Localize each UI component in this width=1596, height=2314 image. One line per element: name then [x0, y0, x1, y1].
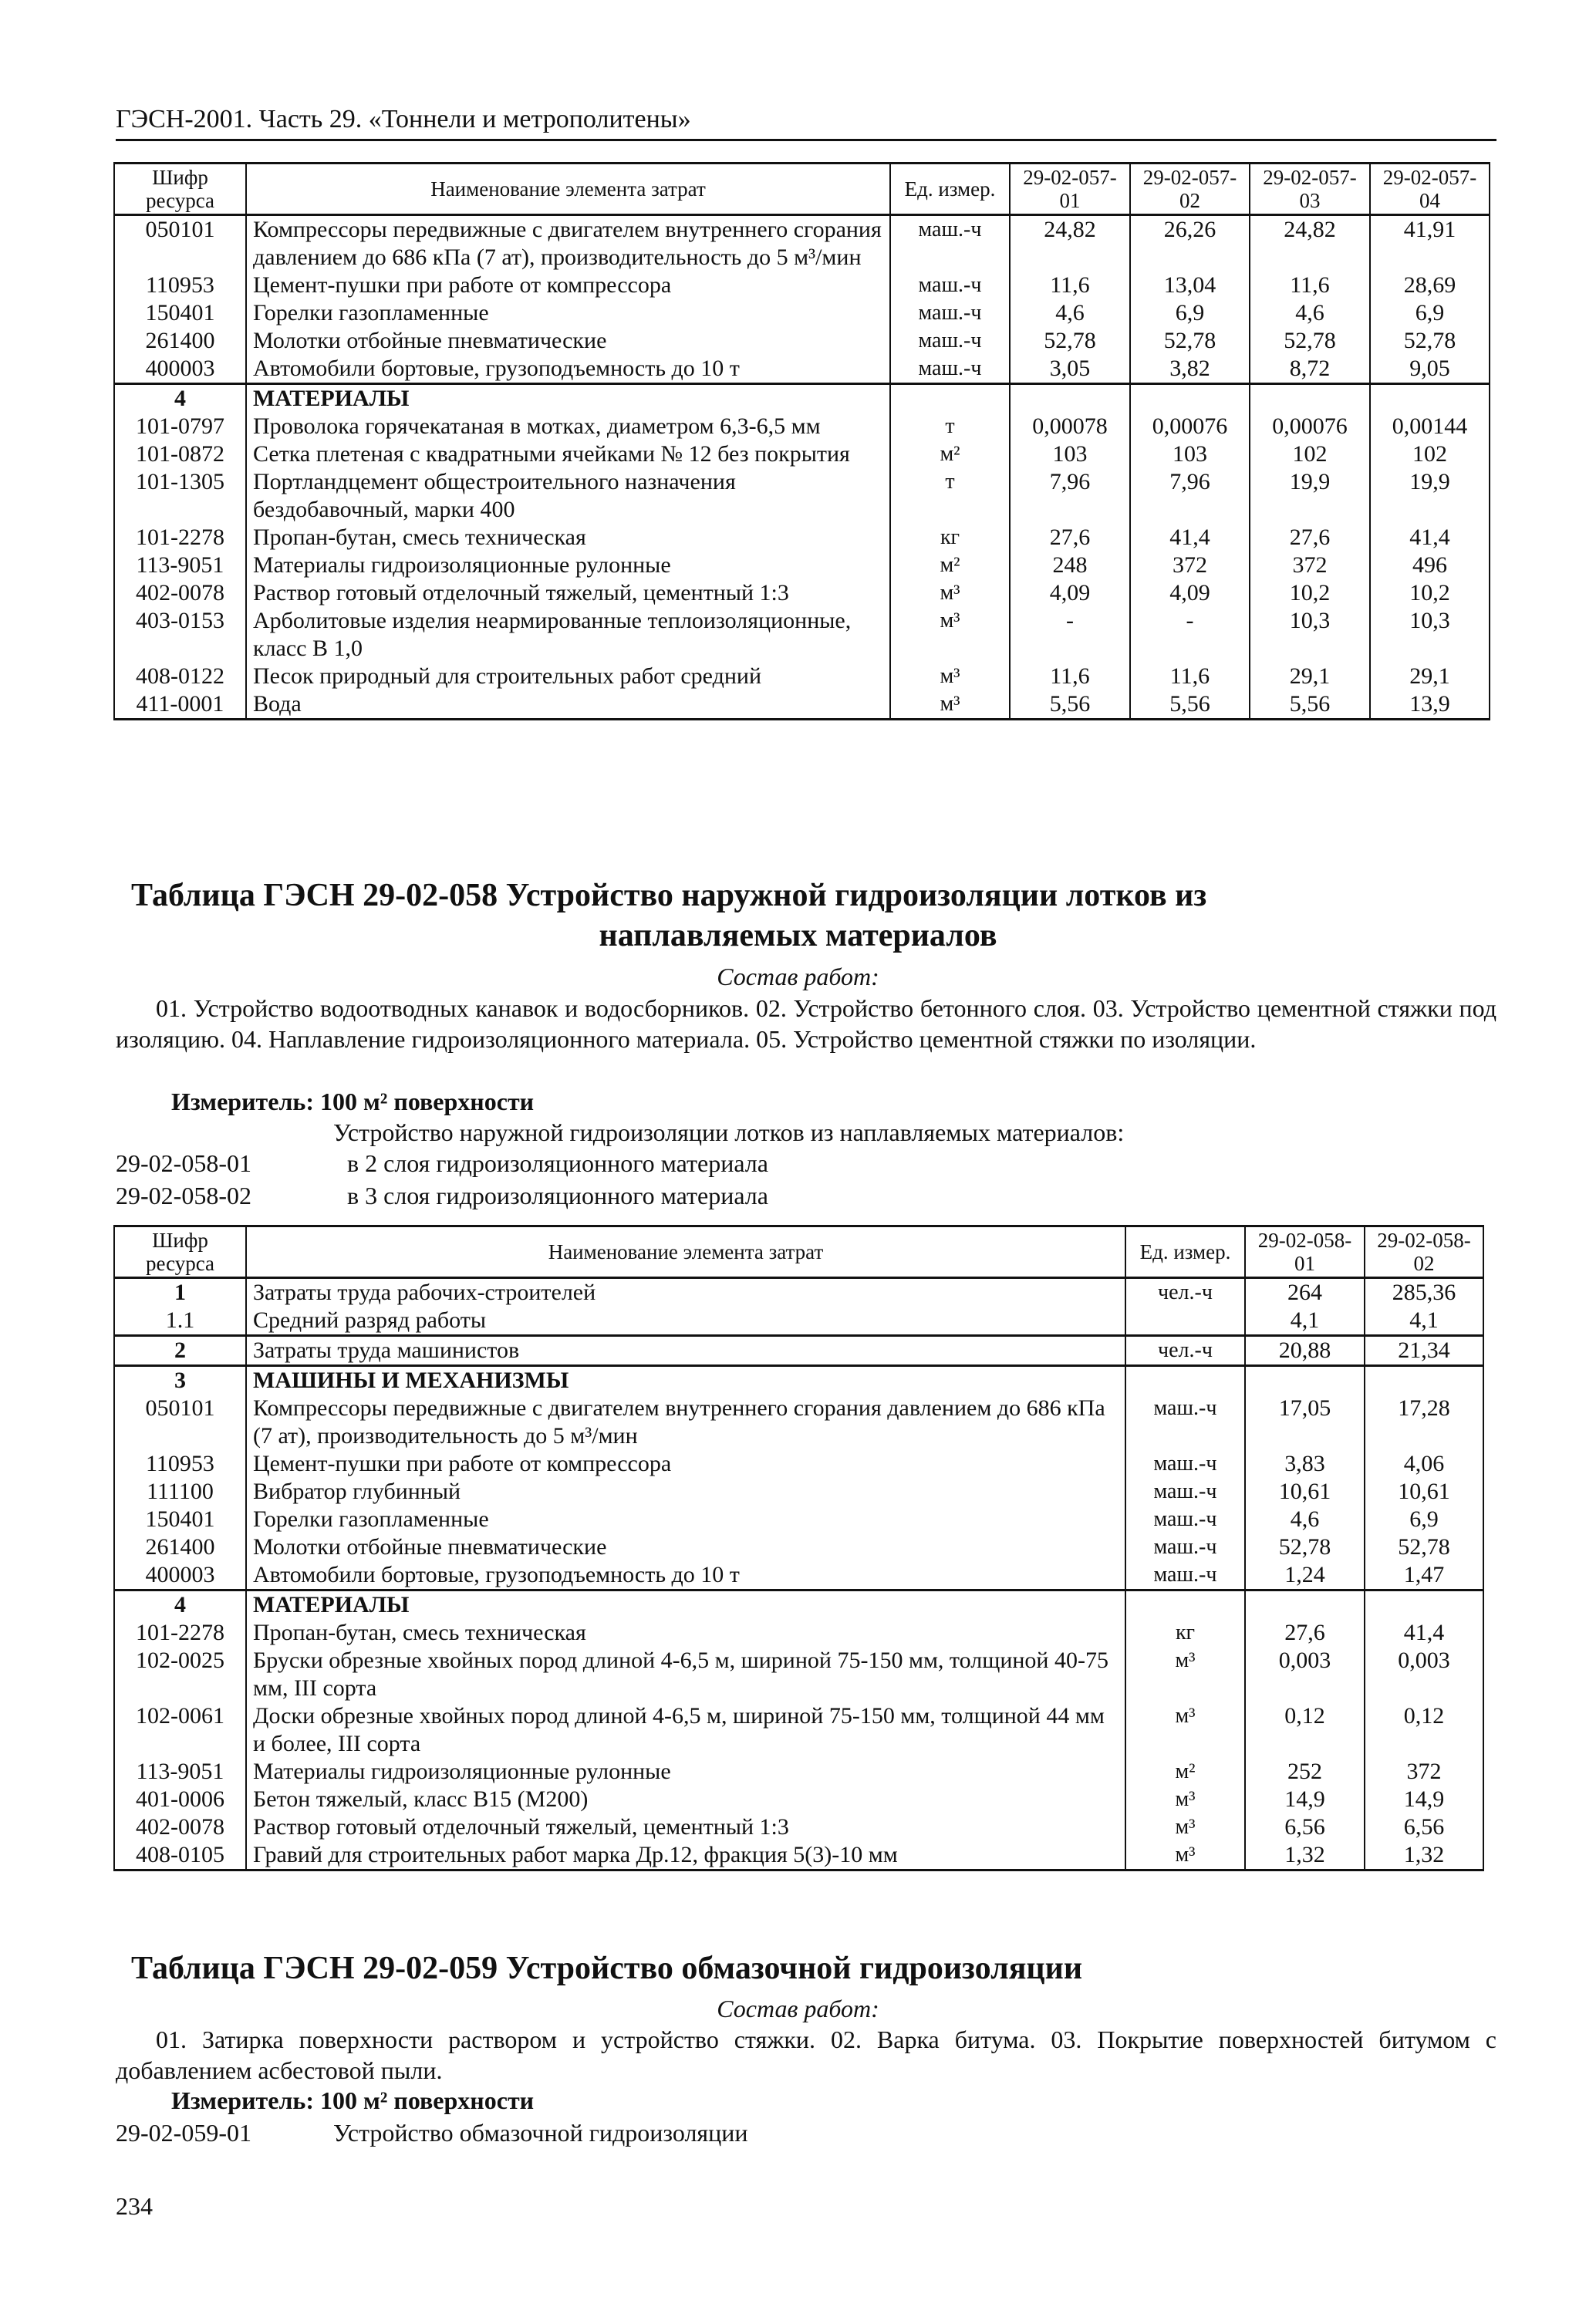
norm-value: 28,69: [1370, 272, 1490, 299]
norm-value: [1130, 384, 1250, 413]
cost-element-name: Доски обрезные хвойных пород длиной 4-6,5 м, шириной 75-150 мм, толщиной 44 мм и более, III сорта: [246, 1702, 1125, 1758]
resource-code: 113-9051: [114, 1758, 246, 1786]
resource-code: 102-0061: [114, 1702, 246, 1758]
resource-code: 261400: [114, 1533, 246, 1561]
norm-value: 41,4: [1370, 524, 1490, 552]
unit-of-measure: м³: [1125, 1786, 1245, 1813]
col-header-code: Шифр ресурса: [114, 1226, 246, 1278]
norm-value: 27,6: [1245, 1619, 1365, 1647]
cost-element-name: Затраты труда рабочих-строителей: [246, 1278, 1125, 1307]
unit-of-measure: маш.-ч: [890, 272, 1010, 299]
norm-value: 10,61: [1365, 1478, 1483, 1506]
norm-value: 14,9: [1245, 1786, 1365, 1813]
resource-code: 101-0797: [114, 413, 246, 440]
description-058: Устройство наружной гидроизоляции лотков из наплавляемых материалов:: [333, 1118, 1125, 1146]
norm-value: 6,9: [1130, 299, 1250, 327]
unit-of-measure: чел.-ч: [1125, 1278, 1245, 1307]
table-row: [114, 272, 1490, 299]
unit-of-measure: маш.-ч: [890, 215, 1010, 272]
resource-code: 402-0078: [114, 1813, 246, 1841]
resource-code: 050101: [114, 215, 246, 272]
table-row: [114, 1395, 1483, 1450]
resource-code: 1.1: [114, 1307, 246, 1336]
cost-element-name: Пропан-бутан, смесь техническая: [246, 524, 890, 552]
measure-059: Измеритель: 100 м² поверхности: [171, 2086, 535, 2114]
unit-of-measure: [890, 384, 1010, 413]
resource-code: 101-2278: [114, 1619, 246, 1647]
cost-element-name: Раствор готовый отделочный тяжелый, цементный 1:3: [246, 1813, 1125, 1841]
unit-of-measure: маш.-ч: [1125, 1478, 1245, 1506]
cost-element-name: Горелки газопламенные: [246, 1506, 1125, 1533]
resource-code: 411-0001: [114, 690, 246, 720]
section-header-row: [114, 1590, 1483, 1620]
unit-of-measure: кг: [1125, 1619, 1245, 1647]
norm-value: 19,9: [1370, 468, 1490, 524]
section-header-row: [114, 384, 1490, 413]
resource-code: 401-0006: [114, 1786, 246, 1813]
table-row: [114, 1478, 1483, 1506]
unit-of-measure: маш.-ч: [890, 299, 1010, 327]
table-row: [114, 1786, 1483, 1813]
table-row: [114, 468, 1490, 524]
norm-value: 17,28: [1365, 1395, 1483, 1450]
unit-of-measure: м²: [1125, 1758, 1245, 1786]
norm-value: 11,6: [1130, 663, 1250, 690]
table-row: [114, 1702, 1483, 1758]
table-row: [114, 663, 1490, 690]
unit-of-measure: маш.-ч: [890, 355, 1010, 384]
norm-value: -: [1130, 607, 1250, 663]
norm-value: 0,00076: [1130, 413, 1250, 440]
norm-value: 0,00144: [1370, 413, 1490, 440]
norm-value: 5,56: [1010, 690, 1130, 720]
norm-value: 9,05: [1370, 355, 1490, 384]
norm-value: 0,00078: [1010, 413, 1130, 440]
norm-value: 11,6: [1250, 272, 1370, 299]
norm-value: 21,34: [1365, 1336, 1483, 1366]
table-row: [114, 1841, 1483, 1870]
unit-of-measure: м²: [890, 440, 1010, 468]
norm-value: 252: [1245, 1758, 1365, 1786]
table-row: [114, 1619, 1483, 1647]
resource-code: 4: [114, 1590, 246, 1620]
cost-element-name: Пропан-бутан, смесь техническая: [246, 1619, 1125, 1647]
norm-value: 3,82: [1130, 355, 1250, 384]
table1-body: [114, 215, 1490, 720]
norm-value: 3,05: [1010, 355, 1130, 384]
norm-value: 4,6: [1245, 1506, 1365, 1533]
norm-value: 1,32: [1365, 1841, 1483, 1870]
unit-of-measure: [1125, 1307, 1245, 1336]
norm-value: [1245, 1590, 1365, 1620]
col-header-058-02: 29-02-058-02: [1365, 1226, 1483, 1278]
norm-value: 6,9: [1365, 1506, 1483, 1533]
col-header-unit: Ед. измер.: [1125, 1226, 1245, 1278]
norm-value: 4,1: [1365, 1307, 1483, 1336]
unit-of-measure: маш.-ч: [1125, 1533, 1245, 1561]
col-header-057-04: 29-02-057-04: [1370, 164, 1490, 215]
norm-value: 27,6: [1250, 524, 1370, 552]
norm-value: 11,6: [1010, 663, 1130, 690]
norm-value: 29,1: [1250, 663, 1370, 690]
norm-value: 1,32: [1245, 1841, 1365, 1870]
unit-of-measure: м³: [890, 579, 1010, 607]
unit-of-measure: кг: [890, 524, 1010, 552]
norm-value: 1,24: [1245, 1561, 1365, 1590]
table-row: [114, 1307, 1483, 1336]
unit-of-measure: т: [890, 468, 1010, 524]
table-row: [114, 1336, 1483, 1366]
norm-value: -: [1010, 607, 1130, 663]
table-row: [114, 327, 1490, 355]
unit-of-measure: т: [890, 413, 1010, 440]
resource-code: 150401: [114, 1506, 246, 1533]
norm-value: 52,78: [1250, 327, 1370, 355]
norm-value: 264: [1245, 1278, 1365, 1307]
resource-code: 4: [114, 384, 246, 413]
cost-element-name: Портландцемент общестроительного назначения бездобавочный, марки 400: [246, 468, 890, 524]
norm-value: 102: [1250, 440, 1370, 468]
table-row: [114, 299, 1490, 327]
measure-058: Измеритель: 100 м² поверхности: [171, 1088, 535, 1115]
norm-value: 10,61: [1245, 1478, 1365, 1506]
norm-value: 372: [1250, 552, 1370, 579]
col-header-name: Наименование элемента затрат: [246, 164, 890, 215]
resource-code: 2: [114, 1336, 246, 1366]
table-row: [114, 579, 1490, 607]
cost-element-name: Арболитовые изделия неармированные теплоизоляционные, класс В 1,0: [246, 607, 890, 663]
unit-of-measure: маш.-ч: [1125, 1395, 1245, 1450]
norm-value: [1010, 384, 1130, 413]
norm-value: 103: [1130, 440, 1250, 468]
resource-code: 111100: [114, 1478, 246, 1506]
unit-of-measure: [1125, 1590, 1245, 1620]
cost-element-name: Песок природный для строительных работ средний: [246, 663, 890, 690]
cost-element-name: Бруски обрезные хвойных пород длиной 4-6,5 м, шириной 75-150 мм, толщиной 40-75 мм, III сорта: [246, 1647, 1125, 1702]
table2-body: [114, 1278, 1483, 1870]
table-row: [114, 1758, 1483, 1786]
norm-value: 7,96: [1010, 468, 1130, 524]
norm-value: 14,9: [1365, 1786, 1483, 1813]
norm-value: 0,00076: [1250, 413, 1370, 440]
norm-value: 3,83: [1245, 1450, 1365, 1478]
work-composition-label-059: Состав работ:: [717, 1995, 879, 2022]
resource-code: 150401: [114, 299, 246, 327]
resource-code: 402-0078: [114, 579, 246, 607]
cost-element-name: Молотки отбойные пневматические: [246, 1533, 1125, 1561]
unit-of-measure: м³: [1125, 1813, 1245, 1841]
norm-value: 0,003: [1365, 1647, 1483, 1702]
norm-value: 27,6: [1010, 524, 1130, 552]
norm-value: [1250, 384, 1370, 413]
running-header: ГЭСН-2001. Часть 29. «Тоннели и метрополитены»: [116, 105, 691, 133]
resource-code: 113-9051: [114, 552, 246, 579]
unit-of-measure: маш.-ч: [1125, 1506, 1245, 1533]
norm-value: 20,88: [1245, 1336, 1365, 1366]
norm-value: 41,4: [1130, 524, 1250, 552]
cost-element-name: Гравий для строительных работ марка Др.12, фракция 5(3)-10 мм: [246, 1841, 1125, 1870]
page-number: 234: [116, 2192, 153, 2220]
item-code-058-01: 29-02-058-01: [116, 1149, 251, 1177]
resource-code: 408-0122: [114, 663, 246, 690]
norm-value: 248: [1010, 552, 1130, 579]
norm-value: [1365, 1366, 1483, 1395]
table-row: [114, 1813, 1483, 1841]
unit-of-measure: м²: [890, 552, 1010, 579]
cost-element-name: Проволока горячекатаная в мотках, диаметром 6,3-6,5 мм: [246, 413, 890, 440]
header-rule: [116, 139, 1496, 141]
cost-element-name: Средний разряд работы: [246, 1307, 1125, 1336]
resource-code: 110953: [114, 272, 246, 299]
item-code-058-02: 29-02-058-02: [116, 1182, 251, 1209]
norm-value: 52,78: [1365, 1533, 1483, 1561]
norm-value: 24,82: [1010, 215, 1130, 272]
work-composition-label-058: Состав работ:: [717, 963, 879, 990]
section-header-row: [114, 1366, 1483, 1395]
resource-code: 3: [114, 1366, 246, 1395]
col-header-057-01: 29-02-057-01: [1010, 164, 1130, 215]
norm-value: [1245, 1366, 1365, 1395]
unit-of-measure: [1125, 1366, 1245, 1395]
cost-element-name: Вода: [246, 690, 890, 720]
unit-of-measure: маш.-ч: [1125, 1561, 1245, 1590]
table-row: [114, 1506, 1483, 1533]
norm-value: 5,56: [1130, 690, 1250, 720]
table-row: [114, 413, 1490, 440]
unit-of-measure: маш.-ч: [890, 327, 1010, 355]
norm-value: 26,26: [1130, 215, 1250, 272]
norm-value: 285,36: [1365, 1278, 1483, 1307]
unit-of-measure: чел.-ч: [1125, 1336, 1245, 1366]
unit-of-measure: маш.-ч: [1125, 1450, 1245, 1478]
cost-element-name: Затраты труда машинистов: [246, 1336, 1125, 1366]
cost-element-name: Молотки отбойные пневматические: [246, 327, 890, 355]
norm-value: 10,3: [1250, 607, 1370, 663]
norm-value: 4,06: [1365, 1450, 1483, 1478]
resource-code: 1: [114, 1278, 246, 1307]
norm-value: 52,78: [1130, 327, 1250, 355]
norm-value: 5,56: [1250, 690, 1370, 720]
item-text-058-02: в 3 слоя гидроизоляционного материала: [347, 1182, 768, 1209]
norm-value: 13,04: [1130, 272, 1250, 299]
norm-value: 496: [1370, 552, 1490, 579]
norm-value: 4,1: [1245, 1307, 1365, 1336]
resource-code: 408-0105: [114, 1841, 246, 1870]
table-row: [114, 1647, 1483, 1702]
unit-of-measure: м³: [890, 607, 1010, 663]
norm-value: 0,12: [1365, 1702, 1483, 1758]
resource-table-058: [113, 1225, 1484, 1871]
table-row: [114, 607, 1490, 663]
resource-code: 101-1305: [114, 468, 246, 524]
norm-value: 103: [1010, 440, 1130, 468]
norm-value: 372: [1130, 552, 1250, 579]
norm-value: 10,2: [1370, 579, 1490, 607]
norm-value: 52,78: [1245, 1533, 1365, 1561]
norm-value: 102: [1370, 440, 1490, 468]
norm-value: 7,96: [1130, 468, 1250, 524]
norm-value: 6,9: [1370, 299, 1490, 327]
table-row: [114, 355, 1490, 384]
norm-value: 19,9: [1250, 468, 1370, 524]
cost-element-name: Вибратор глубинный: [246, 1478, 1125, 1506]
col-header-057-03: 29-02-057-03: [1250, 164, 1370, 215]
table-row: [114, 524, 1490, 552]
cost-element-name: Автомобили бортовые, грузоподъемность до 10 т: [246, 355, 890, 384]
unit-of-measure: м³: [890, 663, 1010, 690]
unit-of-measure: м³: [1125, 1841, 1245, 1870]
cost-element-name: Цемент-пушки при работе от компрессора: [246, 272, 890, 299]
table-title-059: Таблица ГЭСН 29-02-059 Устройство обмазочной гидроизоляции: [131, 1951, 1083, 1986]
item-code-059-01: 29-02-059-01: [116, 2119, 251, 2147]
col-header-057-02: 29-02-057-02: [1130, 164, 1250, 215]
resource-code: 403-0153: [114, 607, 246, 663]
table-row: [114, 1561, 1483, 1590]
table-row: [114, 1450, 1483, 1478]
cost-element-name: Компрессоры передвижные с двигателем внутреннего сгорания давлением до 686 кПа (7 ат), производительность до 5 м³/мин: [246, 1395, 1125, 1450]
table-row: [114, 440, 1490, 468]
unit-of-measure: м³: [890, 690, 1010, 720]
unit-of-measure: м³: [1125, 1702, 1245, 1758]
norm-value: 24,82: [1250, 215, 1370, 272]
table-row: [114, 552, 1490, 579]
resource-code: 102-0025: [114, 1647, 246, 1702]
cost-element-name: МАШИНЫ И МЕХАНИЗМЫ: [246, 1366, 1125, 1395]
norm-value: [1365, 1590, 1483, 1620]
resource-table-057: [113, 162, 1490, 720]
cost-element-name: Автомобили бортовые, грузоподъемность до 10 т: [246, 1561, 1125, 1590]
norm-value: 52,78: [1370, 327, 1490, 355]
cost-element-name: Раствор готовый отделочный тяжелый, цементный 1:3: [246, 579, 890, 607]
cost-element-name: МАТЕРИАЛЫ: [246, 384, 890, 413]
cost-element-name: Цемент-пушки при работе от компрессора: [246, 1450, 1125, 1478]
norm-value: 11,6: [1010, 272, 1130, 299]
work-composition-text-059: 01. Затирка поверхности раствором и устройство стяжки. 02. Варка битума. 03. Покрытие поверхностей битумом с добавлением асбестовой пыли.: [116, 2026, 1496, 2084]
col-header-058-01: 29-02-058-01: [1245, 1226, 1365, 1278]
norm-value: 52,78: [1010, 327, 1130, 355]
norm-value: 0,003: [1245, 1647, 1365, 1702]
resource-code: 101-2278: [114, 524, 246, 552]
item-text-059-01: Устройство обмазочной гидроизоляции: [333, 2119, 748, 2147]
resource-code: 400003: [114, 1561, 246, 1590]
resource-code: 050101: [114, 1395, 246, 1450]
table-title-058-line2: наплавляемых материалов: [599, 918, 997, 953]
resource-code: 110953: [114, 1450, 246, 1478]
cost-element-name: Бетон тяжелый, класс В15 (М200): [246, 1786, 1125, 1813]
resource-code: 261400: [114, 327, 246, 355]
table-row: [114, 690, 1490, 720]
table-row: [114, 1533, 1483, 1561]
cost-element-name: Горелки газопламенные: [246, 299, 890, 327]
norm-value: 0,12: [1245, 1702, 1365, 1758]
resource-code: 400003: [114, 355, 246, 384]
norm-value: 29,1: [1370, 663, 1490, 690]
work-composition-text-058: 01. Устройство водоотводных канавок и водосборников. 02. Устройство бетонного слоя. 03. Устройство цементной стяжки под изоляцию. 04. Наплавление гидроизоляционного материала. 05. Устройство цементной стяжки по изоляции.: [116, 994, 1496, 1053]
cost-element-name: Компрессоры передвижные с двигателем внутреннего сгорания давлением до 686 кПа (7 ат), производительность до 5 м³/мин: [246, 215, 890, 272]
norm-value: 4,6: [1250, 299, 1370, 327]
norm-value: [1370, 384, 1490, 413]
cost-element-name: Материалы гидроизоляционные рулонные: [246, 1758, 1125, 1786]
norm-value: 4,09: [1010, 579, 1130, 607]
norm-value: 8,72: [1250, 355, 1370, 384]
resource-code: 101-0872: [114, 440, 246, 468]
norm-value: 10,2: [1250, 579, 1370, 607]
norm-value: 4,6: [1010, 299, 1130, 327]
norm-value: 6,56: [1245, 1813, 1365, 1841]
norm-value: 1,47: [1365, 1561, 1483, 1590]
item-text-058-01: в 2 слоя гидроизоляционного материала: [347, 1149, 768, 1177]
norm-value: 13,9: [1370, 690, 1490, 720]
norm-value: 10,3: [1370, 607, 1490, 663]
cost-element-name: МАТЕРИАЛЫ: [246, 1590, 1125, 1620]
table-row: [114, 1278, 1483, 1307]
cost-element-name: Сетка плетеная с квадратными ячейками № 12 без покрытия: [246, 440, 890, 468]
norm-value: 17,05: [1245, 1395, 1365, 1450]
col-header-code: Шифр ресурса: [114, 164, 246, 215]
cost-element-name: Материалы гидроизоляционные рулонные: [246, 552, 890, 579]
table-title-058-line1: Таблица ГЭСН 29-02-058 Устройство наружной гидроизоляции лотков из: [131, 878, 1207, 913]
norm-value: 372: [1365, 1758, 1483, 1786]
unit-of-measure: м³: [1125, 1647, 1245, 1702]
norm-value: 41,91: [1370, 215, 1490, 272]
col-header-unit: Ед. измер.: [890, 164, 1010, 215]
table-row: [114, 215, 1490, 272]
norm-value: 41,4: [1365, 1619, 1483, 1647]
norm-value: 4,09: [1130, 579, 1250, 607]
norm-value: 6,56: [1365, 1813, 1483, 1841]
col-header-name: Наименование элемента затрат: [246, 1226, 1125, 1278]
